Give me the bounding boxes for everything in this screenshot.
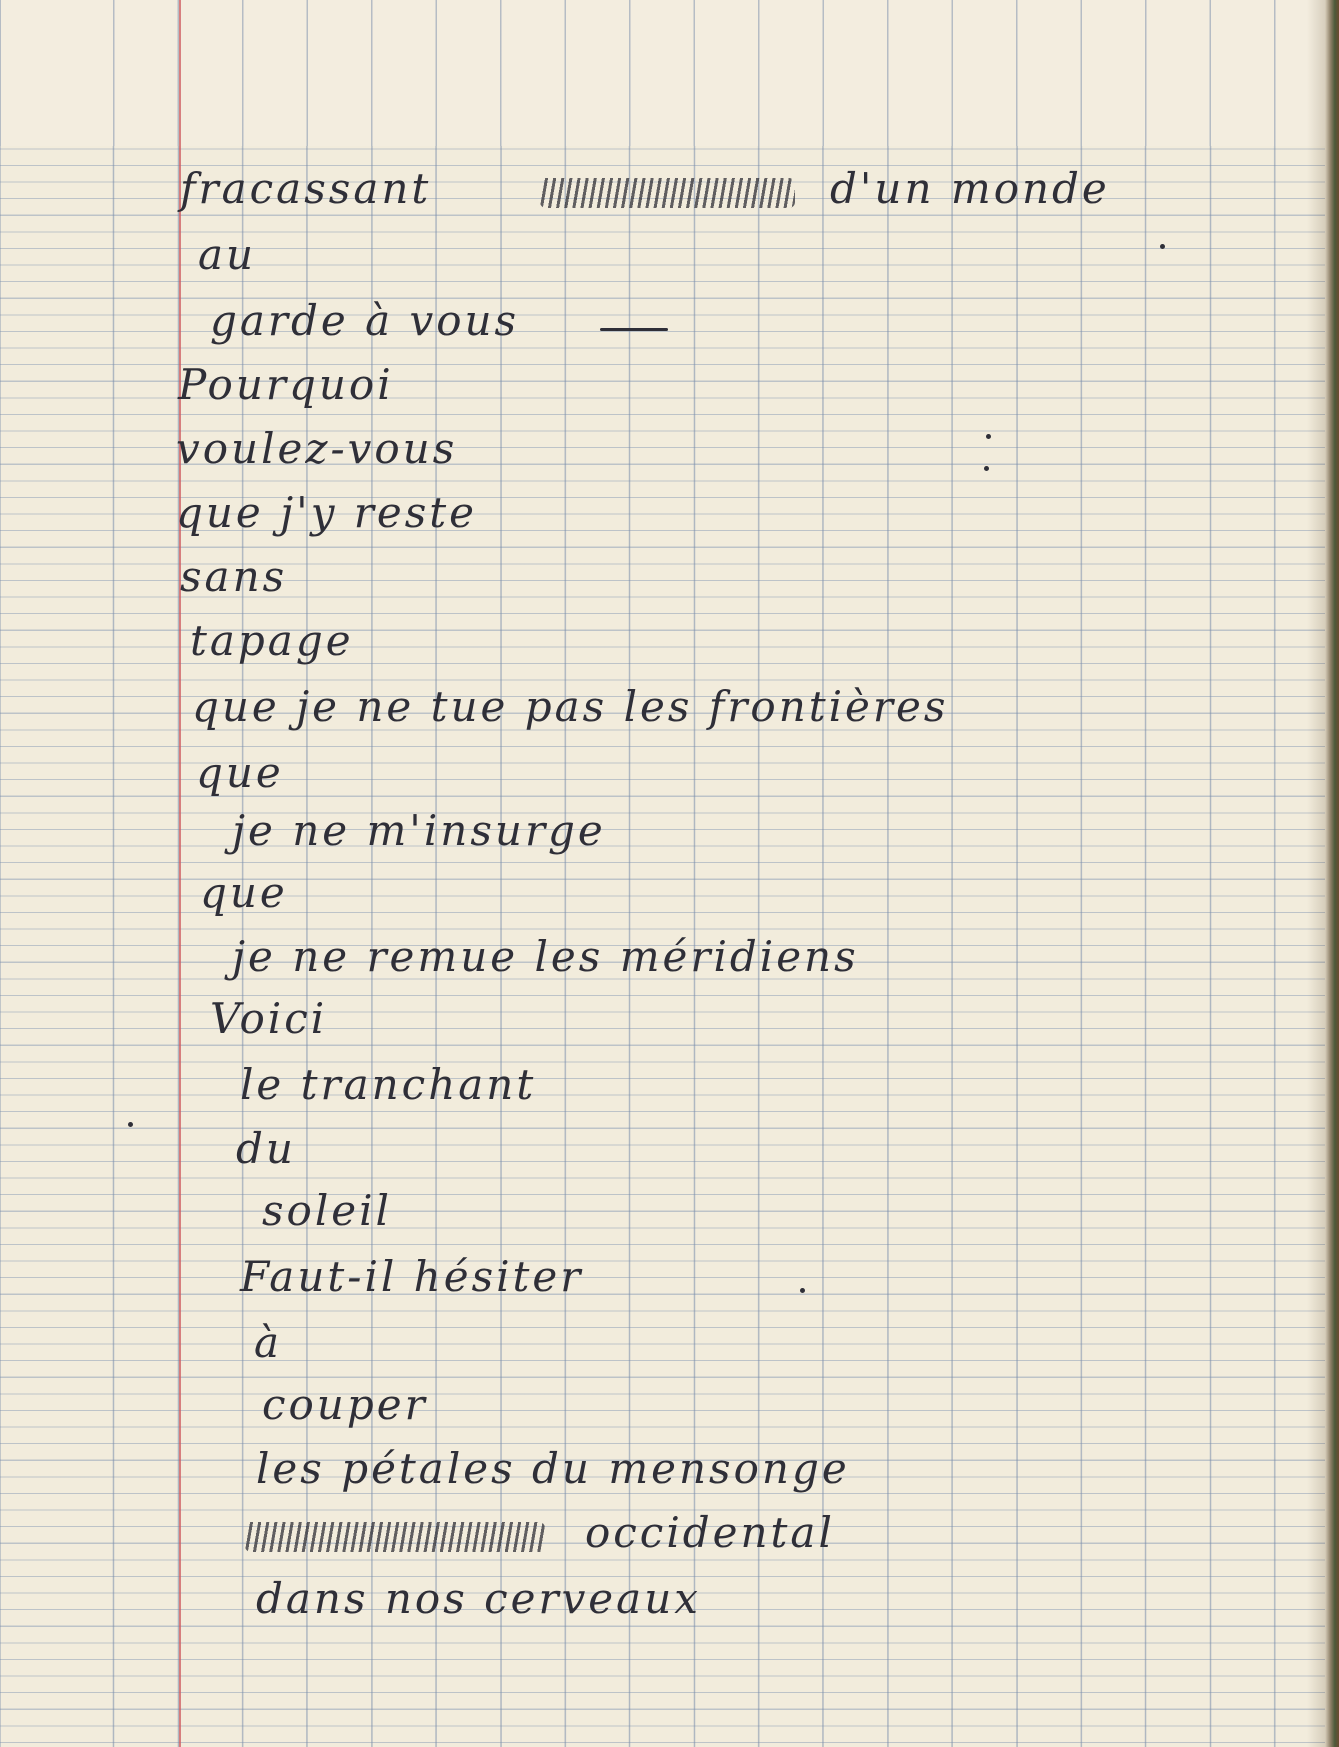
poem-line: tapage xyxy=(190,616,354,665)
poem-line: les pétales du mensonge xyxy=(256,1444,850,1493)
red-margin-line xyxy=(179,0,181,1747)
ink-dot xyxy=(128,1122,133,1127)
poem-line: soleil xyxy=(262,1186,392,1235)
poem-line: fracassant xyxy=(180,164,432,213)
poem-line: Voici xyxy=(210,994,328,1043)
page-shadow xyxy=(1307,0,1325,1747)
dash-mark xyxy=(600,328,668,331)
poem-line: je ne remue les méridiens xyxy=(232,932,859,981)
poem-line: sans xyxy=(180,552,288,601)
poem-line: d'un monde xyxy=(830,164,1110,213)
ink-dot xyxy=(984,466,989,471)
poem-line: voulez-vous xyxy=(176,424,458,473)
poem-line: du xyxy=(236,1124,296,1173)
poem-line: que xyxy=(196,748,284,797)
ink-dot xyxy=(1160,244,1165,249)
poem-line: que je ne tue pas les frontières xyxy=(192,682,949,731)
poem-line: garde à vous xyxy=(210,296,520,345)
poem-line: le tranchant xyxy=(240,1060,537,1109)
poem-line: que j'y reste xyxy=(176,488,478,537)
poem-line: je ne m'insurge xyxy=(232,806,606,855)
page-top-margin xyxy=(0,0,1339,146)
ink-dot xyxy=(986,434,991,439)
poem-line: Faut-il hésiter xyxy=(240,1252,584,1301)
poem-line: occidental xyxy=(585,1508,835,1557)
poem-line: Pourquoi xyxy=(178,360,394,409)
ink-dot xyxy=(800,1288,805,1293)
strikethrough-word xyxy=(245,1522,545,1552)
poem-line: que xyxy=(200,868,288,917)
notebook-edge xyxy=(1325,0,1339,1747)
strikethrough-word xyxy=(540,178,795,208)
poem-line: au xyxy=(198,230,257,279)
poem-line: à xyxy=(254,1318,283,1367)
poem-line: dans nos cerveaux xyxy=(256,1574,701,1623)
poem-line: couper xyxy=(262,1380,428,1429)
